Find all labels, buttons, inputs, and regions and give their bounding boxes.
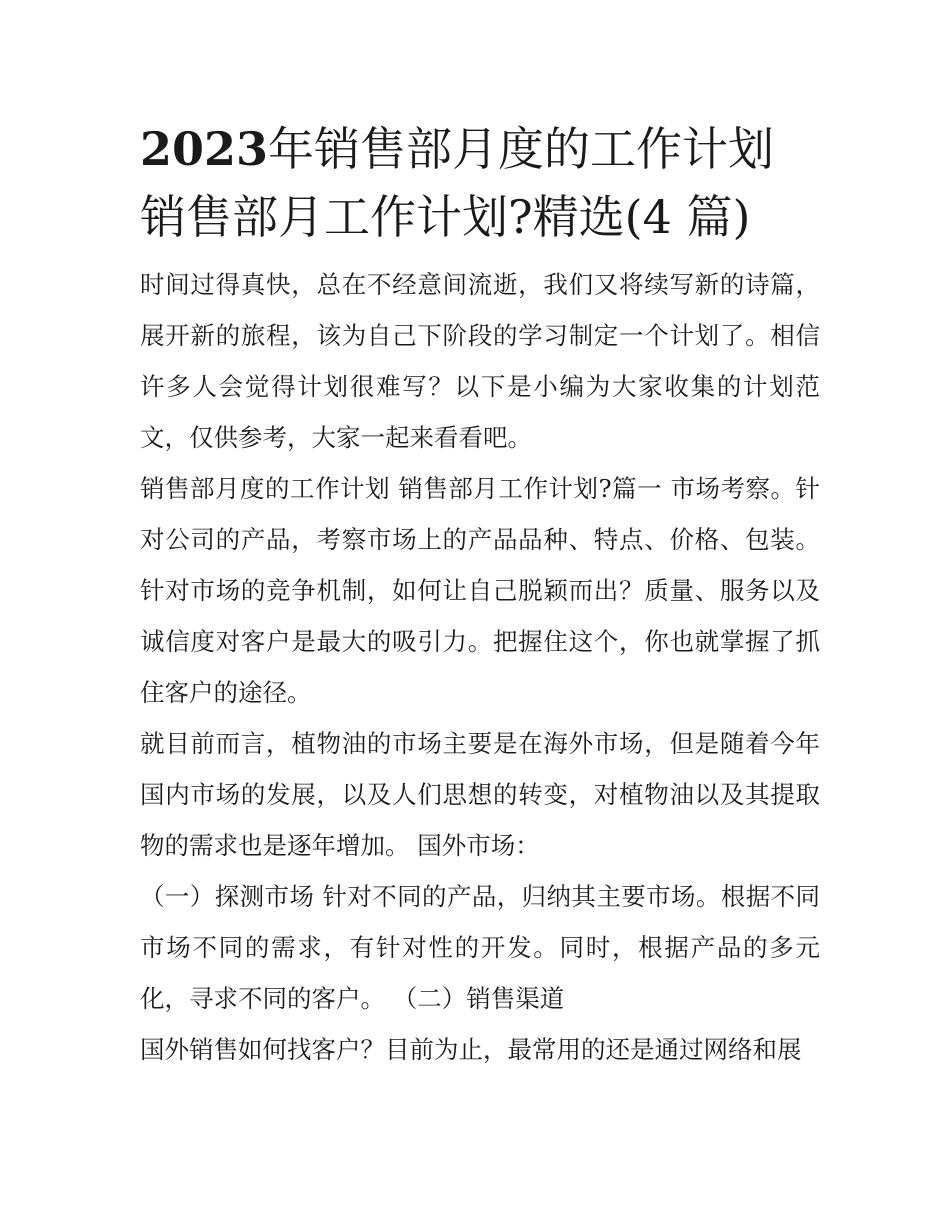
document-page (140, 115, 820, 1075)
title-year: 2023 (140, 122, 269, 176)
paragraph-market-survey: 销售部月度的工作计划 销售部月工作计划?篇一 市场考察。针对公司的产品，考察市场上的产品品种、特点、价格、包装。针对市场的竞争机制，如何让自己脱颖而出？质量、服务以及诚信度对客户是最大的吸引力。把握住这个，你也就掌握了抓住客户的途径。 (140, 474, 820, 707)
paragraph-foreign-sales: 国外销售如何找客户？目前为止，最常用的还是通过网络和展 (140, 1035, 802, 1064)
paragraph-explore-market: （一）探测市场 针对不同的产品，归纳其主要市场。根据不同市场不同的需求，有针对性的开发。同时，根据产品的多元化，寻求不同的客户。 （二）销售渠道 (140, 882, 820, 1013)
paragraph-current-market: 就目前而言，植物油的市场主要是在海外市场，但是随着今年国内市场的发展，以及人们思想的转变，对植物油以及其提取物的需求也是逐年增加。 国外市场： (140, 729, 820, 860)
title-line2-text: 销售部月工作计划?精选(4 篇) (140, 190, 751, 244)
document-title (140, 115, 820, 251)
paragraph-intro: 时间过得真快，总在不经意间流逝，我们又将续写新的诗篇，展开新的旅程，该为自己下阶段的学习制定一个计划了。相信许多人会觉得计划很难写？以下是小编为大家收集的计划范文，仅供参考，大家一起来看看吧。 (140, 270, 820, 452)
title-line1-text: 年销售部月度的工作计划 (268, 122, 775, 176)
